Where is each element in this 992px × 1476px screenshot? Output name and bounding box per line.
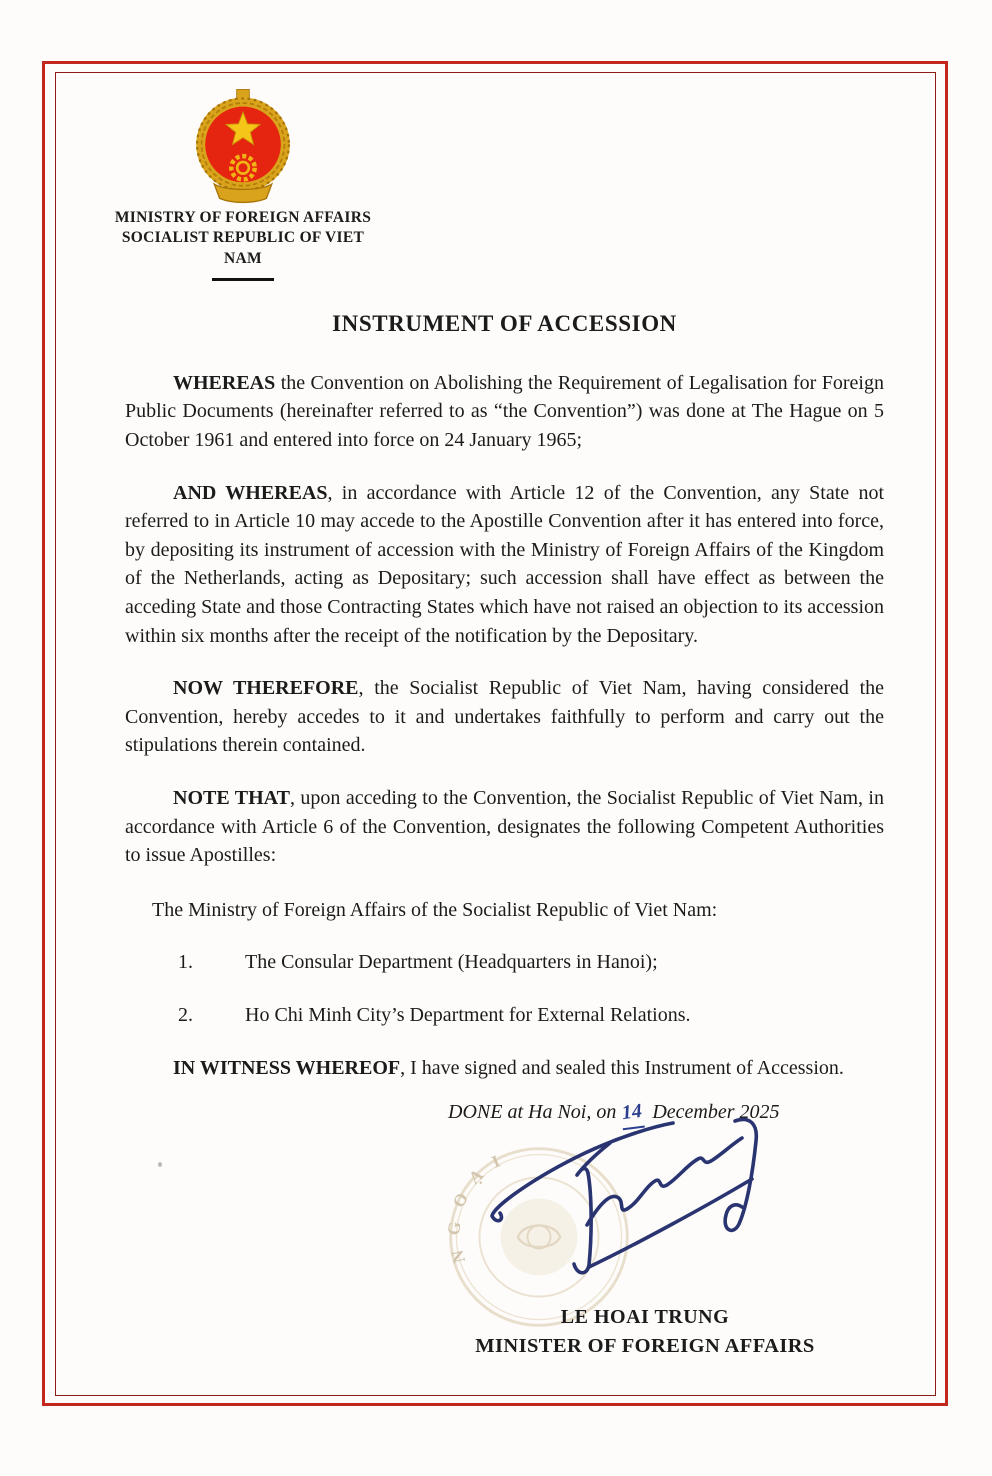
signature-stroke	[589, 1179, 752, 1267]
signature-stroke	[587, 1138, 742, 1225]
paragraph-witness	[125, 1054, 884, 1083]
authorities-intro: The Ministry of Foreign Affairs of the Socialist Republic of Viet Nam:	[152, 898, 718, 921]
done-prefix: DONE at Ha Noi, on	[448, 1101, 617, 1124]
paragraph-lead: WHEREAS	[173, 371, 276, 394]
signer-title: MINISTER OF FOREIGN AFFAIRS	[475, 1334, 815, 1357]
list-number: 1.	[178, 951, 193, 974]
paragraph-lead: IN WITNESS WHEREOF	[173, 1056, 401, 1079]
signature-ink	[405, 1115, 785, 1305]
document-title: INSTRUMENT OF ACCESSION	[332, 310, 677, 336]
paragraph-text: , in accordance with Article 12 of the Convention, any State not referred to in Article 10 may accede to the Apostille Convention after it has entered into force, by depositing its instrument of accession with the Ministry of Foreign Affairs of the Kingdom of the Netherlands, acting as Depositary; such accession shall have effect as between the acceding State and those Contracting States which have not raised an objection to its accession within six months after the receipt of the notification by the Depositary.	[125, 481, 885, 647]
signature-stroke	[492, 1123, 673, 1221]
paragraph-lead: NOW THEREFORE	[173, 677, 359, 700]
seal-arc-text: NGOẠI	[444, 1145, 516, 1265]
country-name: SOCIALIST REPUBLIC OF VIET NAM	[121, 229, 365, 267]
list-item	[178, 948, 884, 977]
paragraph-now-therefore	[125, 674, 884, 760]
paragraph-lead: NOTE THAT	[173, 786, 290, 809]
list-text: Ho Chi Minh City’s Department for External Relations.	[245, 1003, 691, 1026]
signer-name: LE HOAI TRUNG	[560, 1305, 730, 1328]
list-text: The Consular Department (Headquarters in Hanoi);	[245, 951, 658, 974]
paragraph-note-that	[125, 784, 884, 870]
header-rule	[212, 278, 274, 281]
signer-block	[445, 1303, 845, 1362]
list-number: 2.	[178, 1003, 193, 1026]
signature-stroke	[574, 1143, 610, 1273]
vietnam-national-emblem-icon	[189, 88, 297, 208]
ministry-name: MINISTRY OF FOREIGN AFFAIRS	[114, 209, 372, 226]
handwritten-day: 14	[620, 1097, 646, 1130]
paragraph-text: , upon acceding to the Convention, the Socialist Republic of Viet Nam, in accordance with Article 6 of the Convention, designates the following Competent Authorities to issue Apostilles:	[125, 786, 884, 867]
paragraph-text: , the Socialist Republic of Viet Nam, having considered the Convention, hereby accedes to it and undertakes faithfully to perform and carry out the stipulations therein contained.	[125, 677, 884, 757]
paragraph-text: the Convention on Abolishing the Requirement of Legalisation for Foreign Public Documents (hereinafter referred to as “the Convention”) was done at The Hague on 5 October 1961 and entered into force on 24 January 1965;	[125, 371, 884, 452]
signature-stroke	[725, 1119, 756, 1230]
done-suffix: December 2025	[652, 1101, 780, 1124]
paragraph-lead: AND WHEREAS	[173, 481, 328, 504]
letterhead	[103, 88, 383, 281]
paragraph-text: , I have signed and sealed this Instrument of Accession.	[400, 1056, 844, 1079]
paragraph-whereas	[125, 369, 884, 455]
signature-area	[125, 1133, 884, 1383]
list-item	[178, 1001, 884, 1030]
paragraph-and-whereas	[125, 479, 884, 651]
